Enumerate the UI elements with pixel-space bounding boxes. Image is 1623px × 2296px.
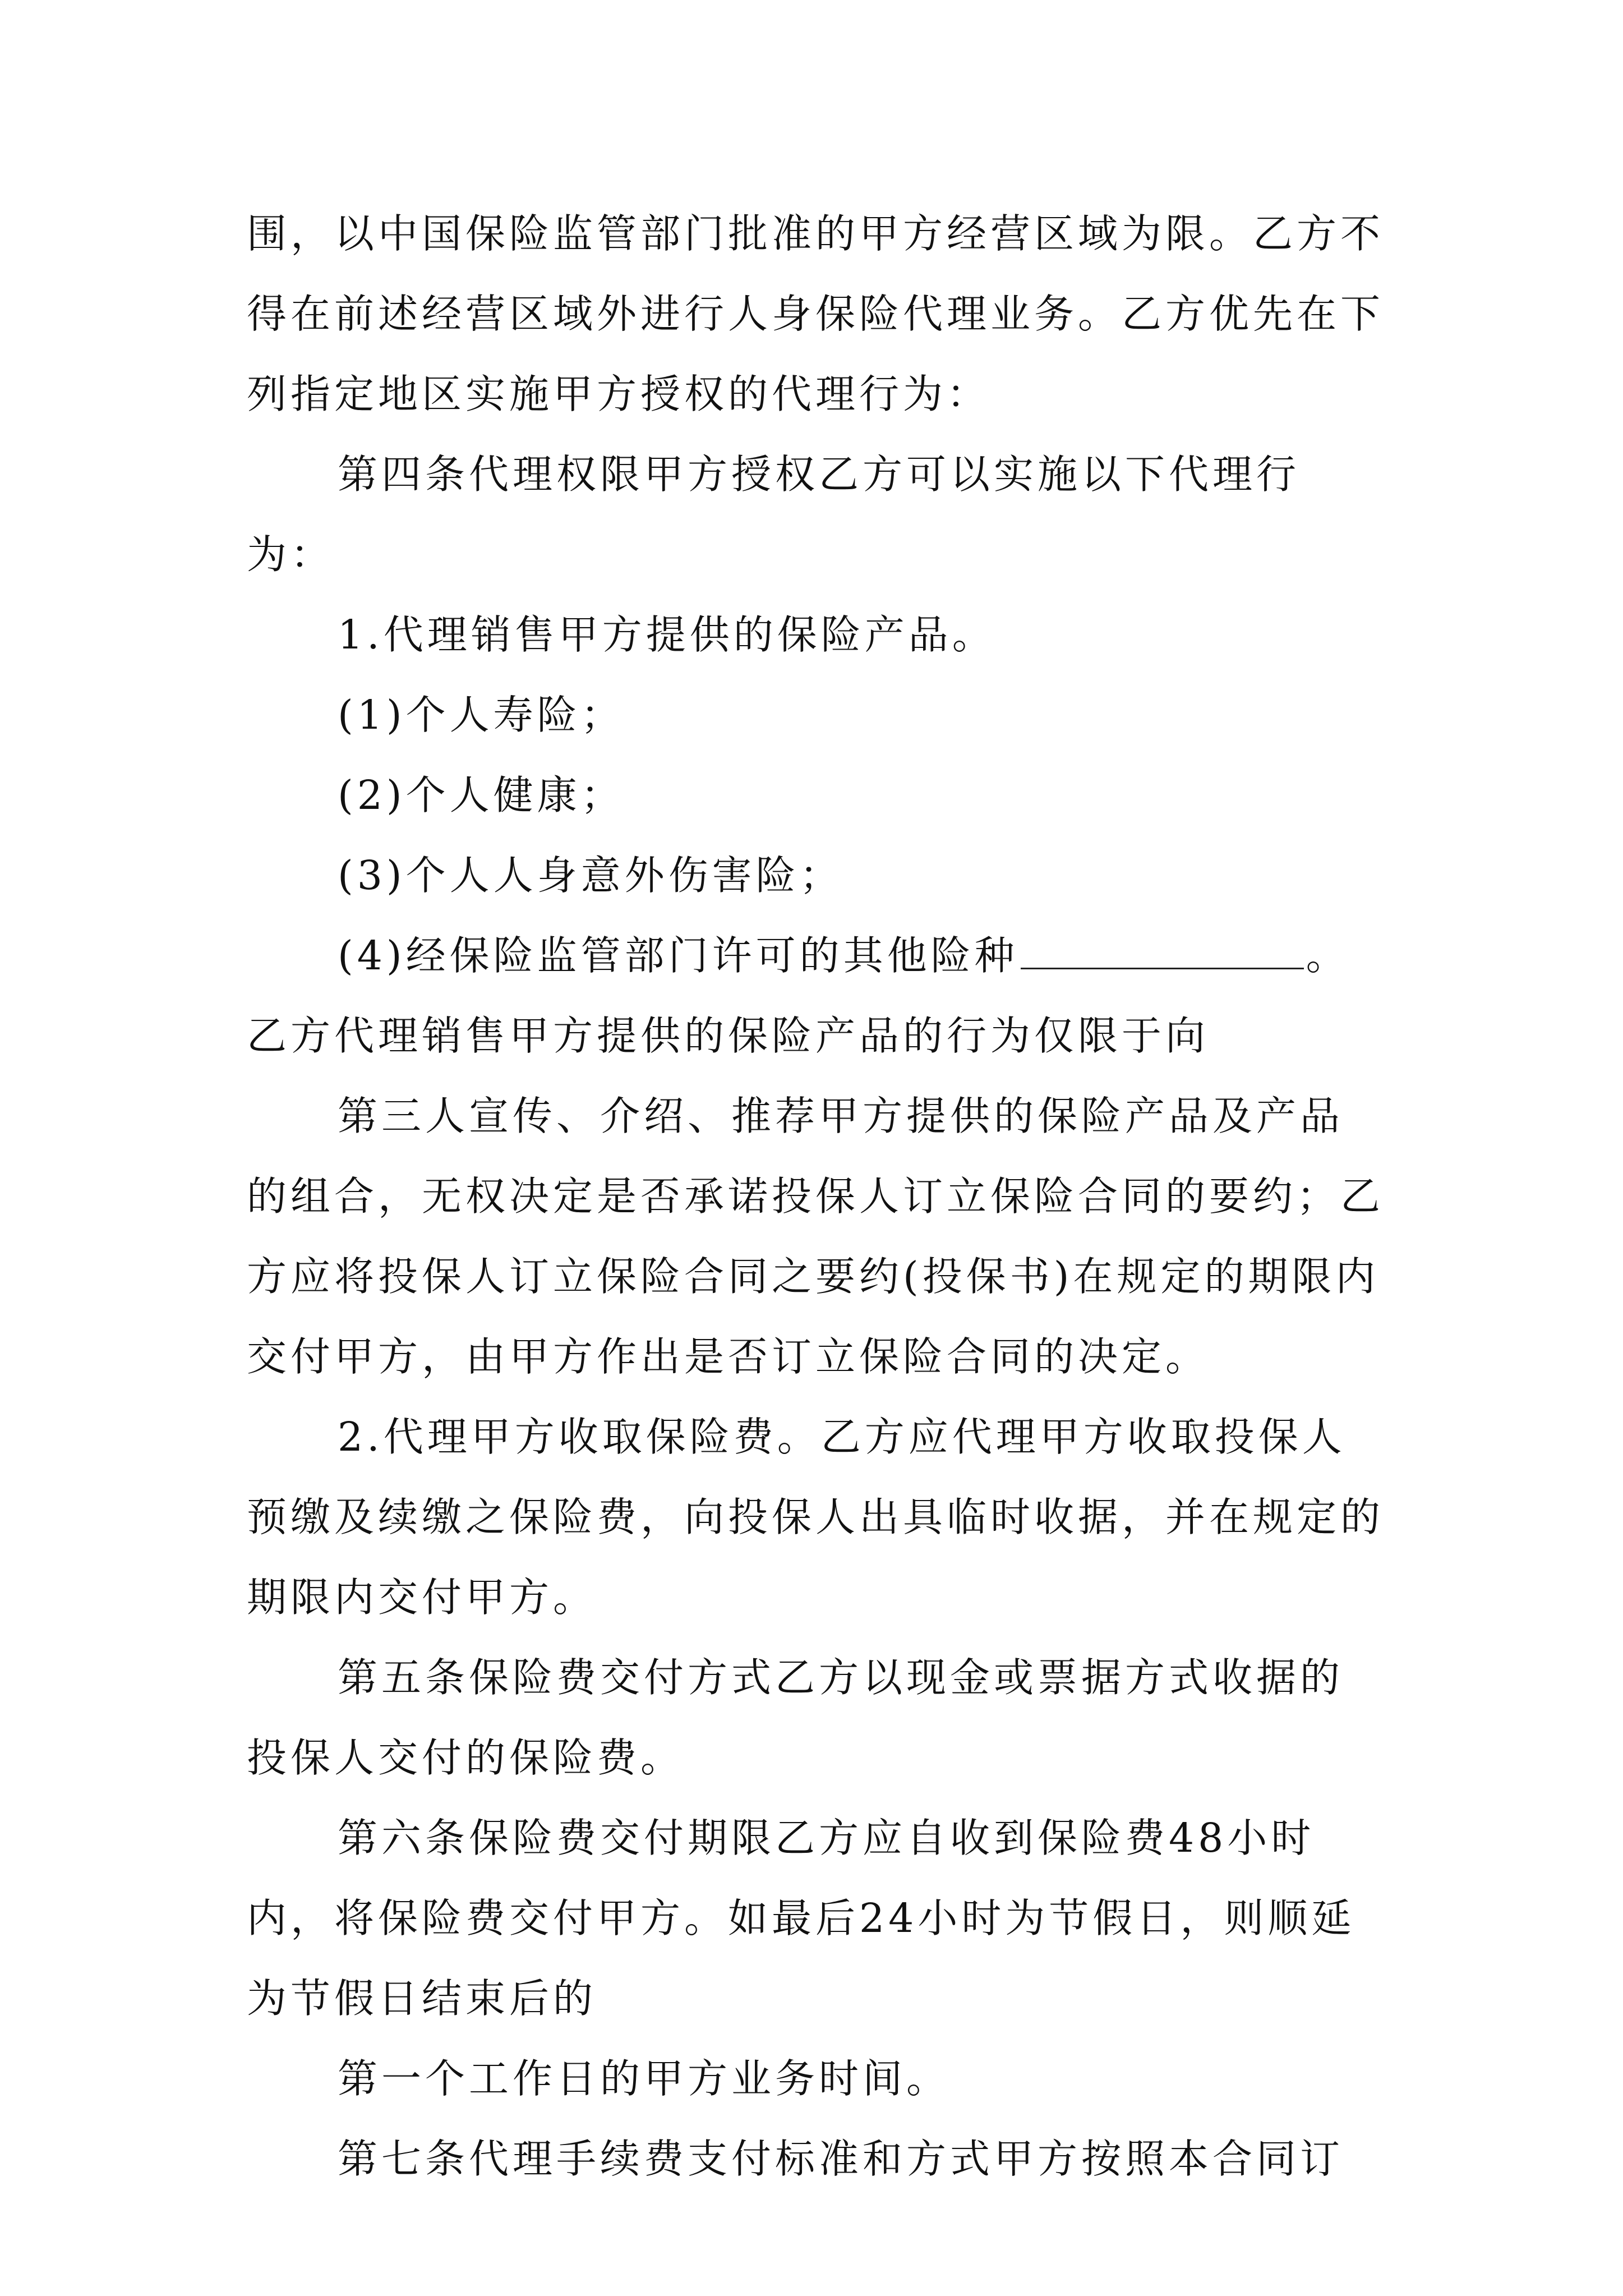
paragraph-first-workday: 第一个工作日的甲方业务时间。 (338, 2055, 951, 2102)
paragraph-article-7: 第七条代理手续费支付标准和方式甲方按照本合同订 (338, 2136, 1344, 2182)
paragraph-1: 围，以中国保险监管部门批准的甲方经营区域为限。乙方不得在前述经营区域外进行人身保险代理业务。乙方优先在下列指定地区实施甲方授权的代理行为： (247, 210, 1385, 417)
paragraph-article-4: 第四条代理权限甲方授权乙方可以实施以下代理行为： (247, 451, 1301, 578)
subitem-4-continuation: 。乙方代理销售甲方提供的保险产品的行为仅限于向 (247, 932, 1350, 1059)
paragraph-item-1: 1.代理销售甲方提供的保险产品。 (338, 611, 996, 658)
paragraph-item-2: 2.代理甲方收取保险费。乙方应代理甲方收取投保人预缴及续缴之保险费，向投保人出具临时收据，并在规定的期限内交付甲方。 (247, 1414, 1385, 1621)
paragraph-article-5: 第五条保险费交付方式乙方以现金或票据方式收据的投保人交付的保险费。 (247, 1654, 1344, 1781)
paragraph-subitem-2: (2)个人健康； (338, 772, 625, 818)
paragraph-article-6: 第六条保险费交付期限乙方应自收到保险费48小时内，将保险费交付甲方。如最后24小时为节假日，则顺延为节假日结束后的 (247, 1815, 1355, 2022)
paragraph-subitem-3: (3)个人人身意外伤害险； (338, 852, 843, 899)
paragraph-subitem-4 (247, 915, 1385, 1076)
paragraph-third-party: 第三人宣传、介绍、推荐甲方提供的保险产品及产品的组合，无权决定是否承诺投保人订立保险合同的要约；乙方应将投保人订立保险合同之要约(投保书)在规定的期限内交付甲方，由甲方作出是否订立保险合同的决定。 (247, 1093, 1385, 1380)
document-body (247, 194, 1385, 2199)
subitem-4-text: (4)经保险监管部门许可的其他险种 (338, 932, 1018, 979)
fill-in-blank (1021, 934, 1304, 969)
paragraph-subitem-1: (1)个人寿险； (338, 692, 625, 738)
